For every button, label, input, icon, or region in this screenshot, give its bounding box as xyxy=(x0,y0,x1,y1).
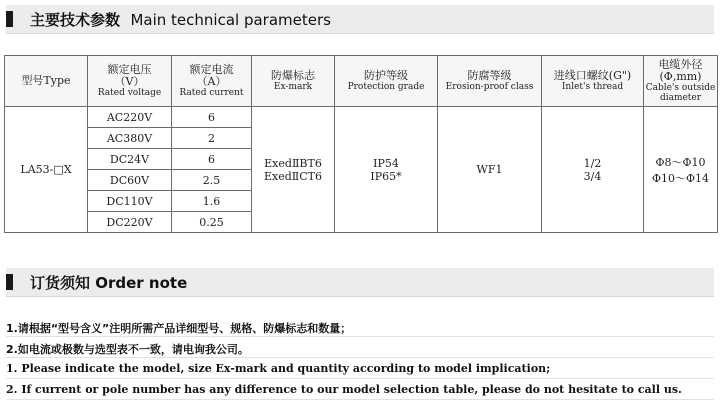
table-header-row xyxy=(5,56,718,107)
col-header-voltage: 额定电压 （V） Rated voltage xyxy=(88,56,172,107)
voltage-cell: AC380V xyxy=(88,128,172,149)
params-section-header xyxy=(6,5,714,34)
col-header-thread: 进线口螺纹(G") Inlet's thread xyxy=(542,56,644,107)
current-cell: 1.6 xyxy=(172,191,252,212)
col-header-protection: 防护等级 Protection grade xyxy=(335,56,438,107)
exmark-line: ExedⅡCT6 xyxy=(263,169,322,183)
current-cell: 6 xyxy=(172,149,252,170)
voltage-cell: DC24V xyxy=(88,149,172,170)
erosion-cell: WF1 xyxy=(438,107,542,233)
exmark-cell xyxy=(252,107,335,233)
voltage-cell: DC110V xyxy=(88,191,172,212)
order-title-en: Order note xyxy=(95,274,188,292)
col-header-cable: 电缆外径 (Φ,mm) Cable's outside diameter xyxy=(644,56,718,107)
col-header-type: 型号Type xyxy=(5,56,88,107)
params-section-title xyxy=(30,9,331,30)
voltage-cell: DC220V xyxy=(88,212,172,233)
cable-cell xyxy=(644,107,718,233)
protection-line: IP65* xyxy=(370,169,402,183)
order-note-en-2: 2. If current or pole number has any difference to our model selection table, please do not hesitate to call us. xyxy=(6,383,682,396)
note-divider xyxy=(6,336,714,337)
cable-line: Φ8～Φ10 xyxy=(655,155,706,169)
params-title-en: Main technical parameters xyxy=(130,11,331,29)
current-cell: 2.5 xyxy=(172,170,252,191)
col-header-exmark: 防爆标志 Ex-mark xyxy=(252,56,335,107)
thread-line: 3/4 xyxy=(583,169,602,183)
col-header-current: 额定电流 （A） Rated current xyxy=(172,56,252,107)
protection-cell xyxy=(335,107,438,233)
order-note-cn-2: 2.如电流或极数与选型表不一致，请电询我公司。 xyxy=(6,343,249,356)
current-cell: 2 xyxy=(172,128,252,149)
order-section-title xyxy=(30,272,187,293)
current-cell: 0.25 xyxy=(172,212,252,233)
thread-line: 1/2 xyxy=(583,156,602,170)
order-section-header xyxy=(6,268,714,297)
current-cell: 6 xyxy=(172,107,252,128)
technical-parameters-table xyxy=(4,55,718,233)
order-title-cn: 订货须知 xyxy=(30,274,91,292)
header-marker-icon xyxy=(6,274,13,290)
thread-cell xyxy=(542,107,644,233)
voltage-cell: AC220V xyxy=(88,107,172,128)
protection-line: IP54 xyxy=(373,156,399,170)
order-note-cn-1: 1.请根据“型号含义”注明所需产品详细型号、规格、防爆标志和数量； xyxy=(6,322,352,335)
table-row xyxy=(5,107,718,128)
order-note-en-1: 1. Please indicate the model, size Ex-mark and quantity according to model implication; xyxy=(6,362,551,375)
model-cell: LA53-□X xyxy=(5,107,88,233)
header-marker-icon xyxy=(6,11,13,27)
voltage-cell: DC60V xyxy=(88,170,172,191)
params-title-cn: 主要技术参数 xyxy=(30,11,121,29)
note-divider xyxy=(6,357,714,358)
exmark-line: ExedⅡBT6 xyxy=(264,156,322,170)
col-header-erosion: 防腐等级 Erosion-proof class xyxy=(438,56,542,107)
note-divider xyxy=(6,399,714,400)
cable-line: Φ10～Φ14 xyxy=(651,171,710,185)
note-divider xyxy=(6,378,714,379)
